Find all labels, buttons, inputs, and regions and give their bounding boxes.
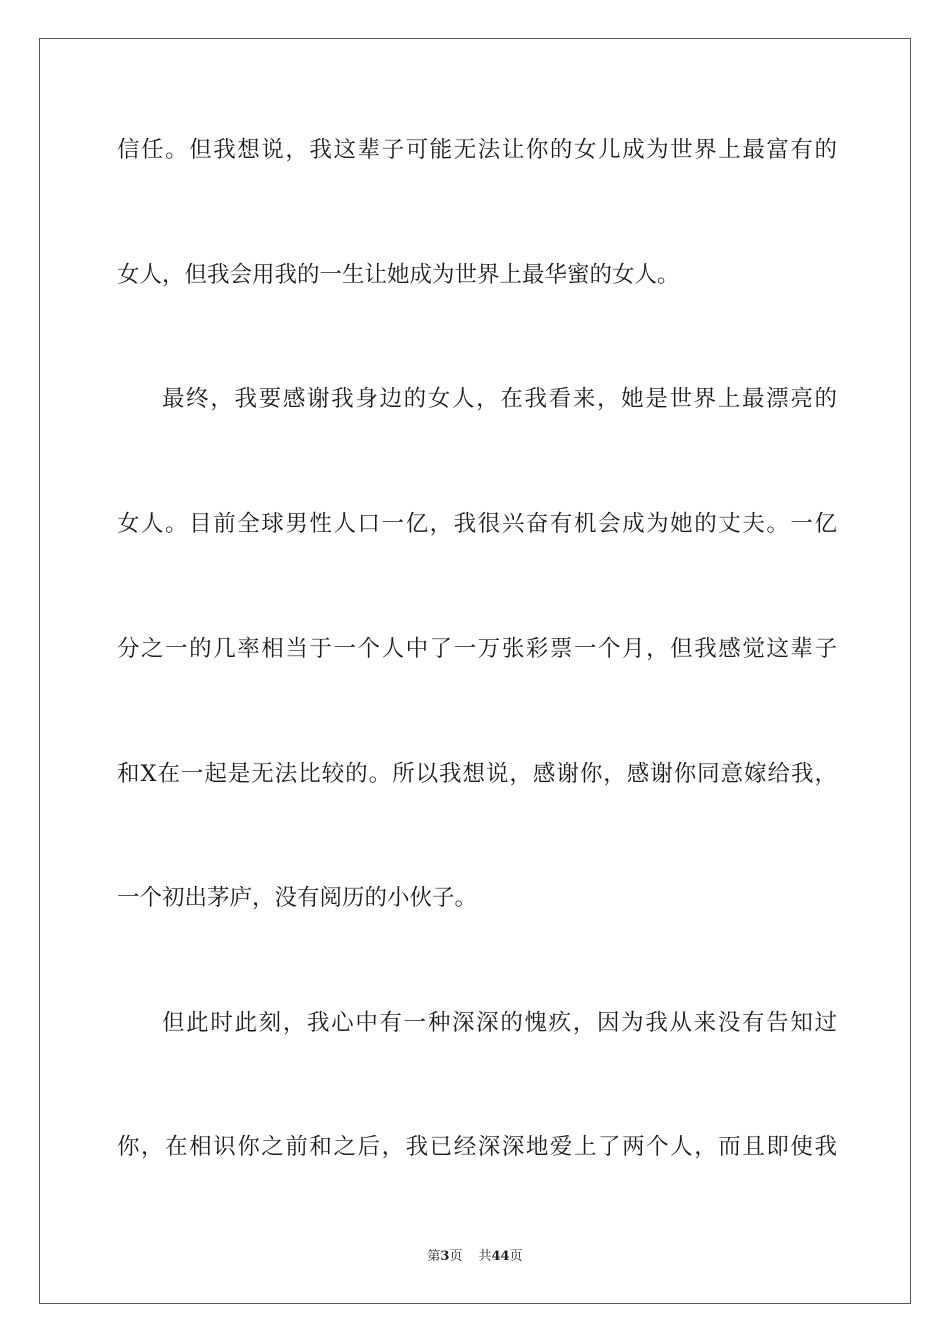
footer-page-number: 3: [440, 1249, 450, 1264]
text-line-8: 但此时此刻，我心中有一种深深的愧疚，因为我从来没有告知过: [162, 1010, 837, 1036]
footer-total-prefix: 共: [478, 1249, 492, 1264]
footer-total-pages: 44: [491, 1249, 510, 1264]
footer-page-prefix: 第: [427, 1249, 441, 1264]
text-line-4: 女人。目前全球男性人口一亿，我很兴奋有机会成为她的丈夫。一亿: [117, 511, 837, 537]
text-line-6: 和X在一起是无法比较的。所以我想说，感谢你，感谢你同意嫁给我，: [117, 761, 837, 787]
text-line-7: 一个初出茅庐，没有阅历的小伙子。: [117, 885, 478, 911]
text-line-1: 信任。但我想说，我这辈子可能无法让你的女儿成为世界上最富有的: [117, 137, 837, 163]
text-line-2: 女人，但我会用我的一生让她成为世界上最华蜜的女人。: [117, 262, 680, 288]
text-line-3: 最终，我要感谢我身边的女人，在我看来，她是世界上最漂亮的: [162, 386, 837, 412]
footer-total-suffix: 页: [509, 1249, 523, 1264]
footer-page-suffix: 页: [449, 1249, 463, 1264]
text-line-5: 分之一的几率相当于一个人中了一万张彩票一个月，但我感觉这辈子: [117, 636, 837, 662]
page-frame: [39, 38, 911, 1304]
text-line-9: 你，在相识你之前和之后，我已经深深地爱上了两个人，而且即使我: [117, 1134, 837, 1160]
page-footer: [0, 1248, 950, 1266]
